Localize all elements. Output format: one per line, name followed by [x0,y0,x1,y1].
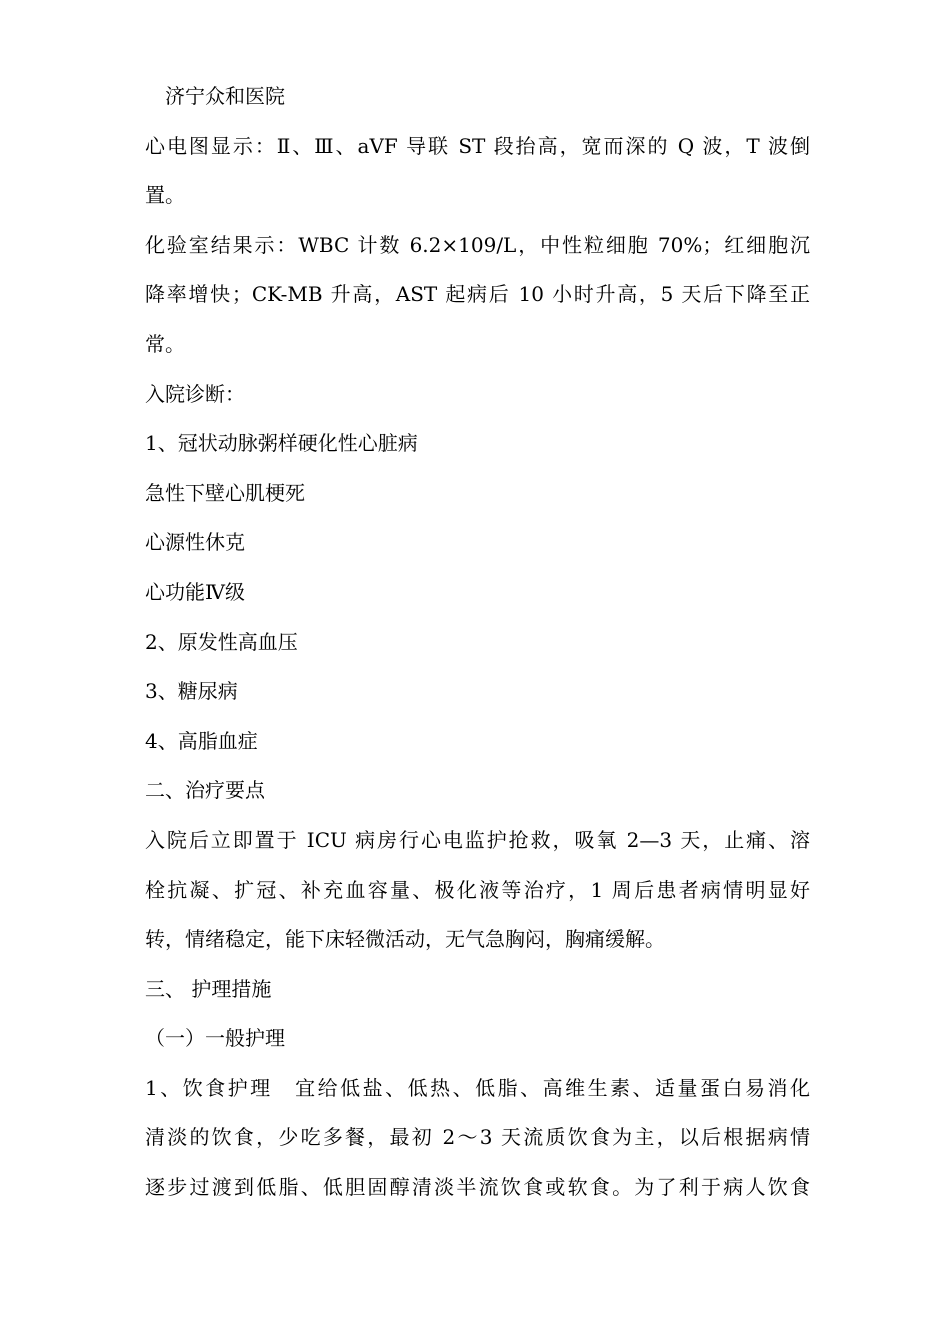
paragraph-line: 栓抗凝、扩冠、补充血容量、极化液等治疗，1 周后患者病情明显好 [145,877,810,902]
diagnosis-item: 心源性休克 [145,530,245,555]
document-body [145,72,810,1213]
section-heading: 三、 护理措施 [145,976,272,1001]
paragraph-line: 转，情绪稳定，能下床轻微活动，无气急胸闷，胸痛缓解。 [145,927,665,952]
header-hospital-name: 济宁众和医院 [165,84,285,108]
diagnosis-item: 4、高脂血症 [145,728,258,753]
paragraph-line: 入院后立即置于 ICU 病房行心电监护抢救，吸氧 2—3 天，止痛、溶 [145,827,810,852]
diagnosis-item: 1、冠状动脉粥样硬化性心脏病 [145,431,418,456]
paragraph-line: 常。 [145,331,185,356]
paragraph-line: 化验室结果示：WBC 计数 6.2×109/L，中性粒细胞 70%；红细胞沉 [145,232,810,257]
paragraph-line: 1、饮食护理 宜给低盐、低热、低脂、高维生素、适量蛋白易消化 [145,1075,810,1100]
diagnosis-item: 心功能Ⅳ级 [145,579,245,604]
diagnosis-item: 3、糖尿病 [145,679,238,704]
paragraph-line: 清淡的饮食，少吃多餐，最初 2～3 天流质饮食为主，以后根据病情 [145,1125,810,1150]
section-label: 入院诊断： [145,381,245,406]
paragraph-line: 置。 [145,183,185,208]
subsection-heading: （一）一般护理 [145,1026,285,1051]
diagnosis-item: 急性下壁心肌梗死 [145,480,305,505]
paragraph-line: 降率增快；CK-MB 升高，AST 起病后 10 小时升高，5 天后下降至正 [145,282,810,307]
diagnosis-item: 2、原发性高血压 [145,629,298,654]
section-heading: 二、治疗要点 [145,778,265,803]
paragraph-line: 心电图显示：Ⅱ、Ⅲ、aVF 导联 ST 段抬高，宽而深的 Q 波，T 波倒 [145,133,810,158]
paragraph-line: 逐步过渡到低脂、低胆固醇清淡半流饮食或软食。为了利于病人饮食 [145,1175,810,1200]
